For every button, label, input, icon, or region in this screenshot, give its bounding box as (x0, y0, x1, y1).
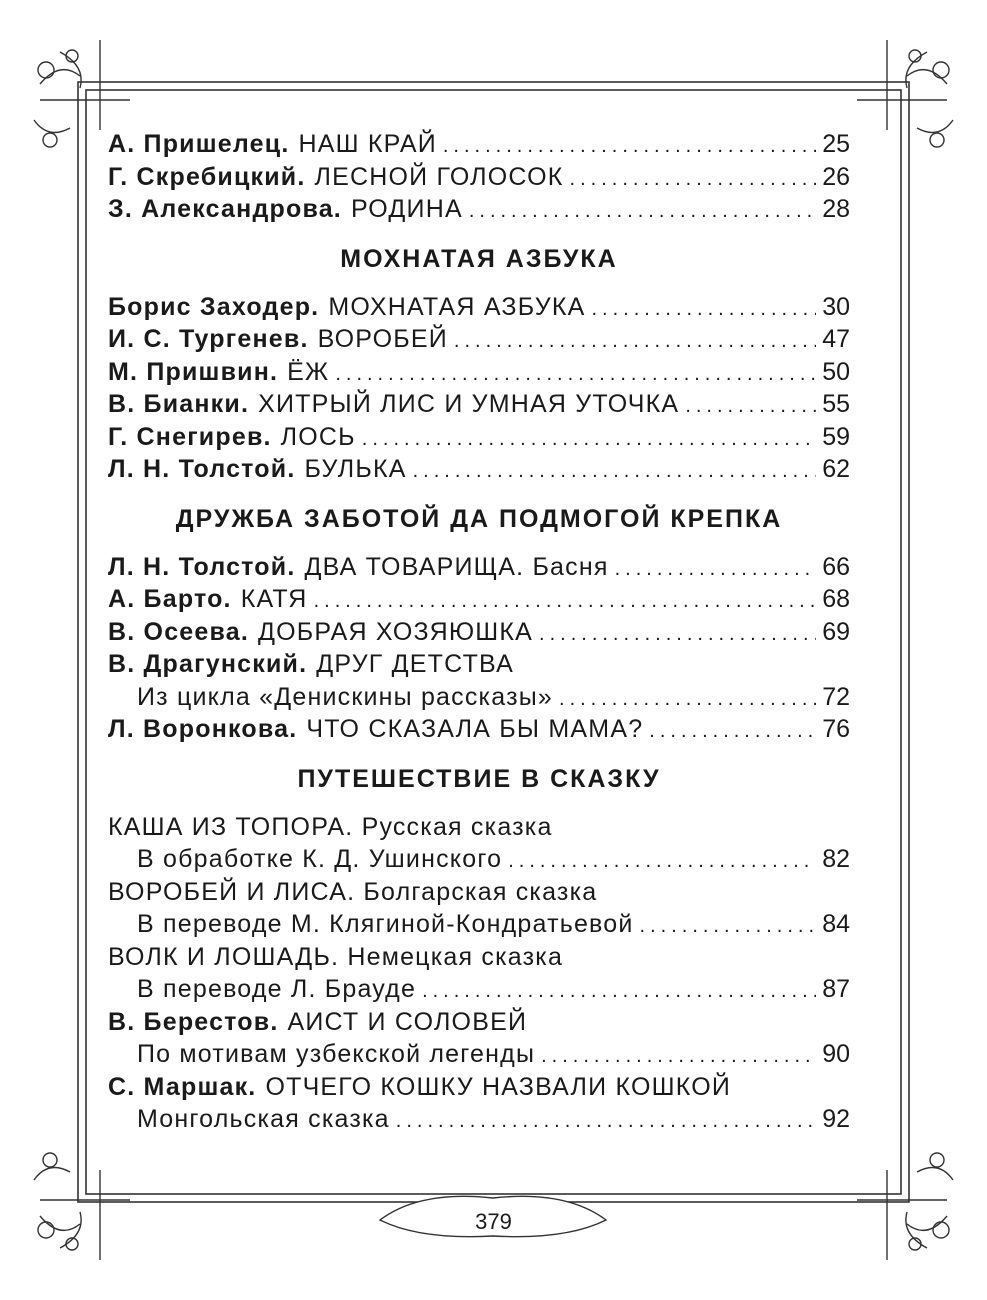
toc-entry (108, 585, 850, 618)
toc-entry-subtitle-line (108, 845, 850, 878)
dot-leader (314, 590, 816, 613)
toc-entry-subtitle-line (108, 1105, 850, 1138)
toc-entry (108, 423, 850, 456)
entry-author: В. Драгунский. (108, 650, 308, 678)
toc-entry (108, 293, 850, 326)
entry-title: ДРУГ ДЕТСТВА (316, 650, 514, 678)
entry-page-number: 66 (822, 552, 850, 581)
dot-leader (335, 363, 816, 386)
toc-entry (108, 1008, 850, 1041)
corner-ornament-bottom-left (34, 1153, 130, 1260)
entry-author: А. Барто. (108, 585, 232, 613)
entry-author: З. Александрова. (108, 195, 342, 223)
toc-entry (108, 553, 850, 586)
entry-title: ЛОСЬ (280, 422, 356, 451)
page-number: 379 (475, 1209, 512, 1234)
entry-page-number: 28 (822, 195, 850, 223)
entry-author: А. Пришелец. (108, 130, 290, 158)
entry-title: БУЛЬКА (304, 455, 407, 483)
dot-leader (454, 330, 816, 353)
entry-title: ОТЧЕГО КОШКУ НАЗВАЛИ КОШКОЙ (265, 1072, 732, 1101)
entry-page-number: 90 (822, 1040, 850, 1068)
toc-entry (108, 715, 850, 748)
toc-entry (108, 195, 850, 228)
entry-title: ЧТО СКАЗАЛА БЫ МАМА? (306, 715, 644, 743)
entry-page-number: 84 (822, 910, 850, 938)
entry-title: НАШ КРАЙ (298, 130, 437, 158)
entry-title: МОХНАТАЯ АЗБУКА (328, 292, 586, 321)
entry-subtitle: В обработке К. Д. Ушинского (137, 845, 503, 873)
entry-title: КАША ИЗ ТОПОРА. Русская сказка (108, 812, 553, 841)
entry-page-number: 30 (822, 292, 850, 321)
dot-leader (591, 298, 816, 321)
dot-leader (508, 850, 816, 873)
dot-leader (413, 460, 816, 483)
entry-page-number: 92 (822, 1105, 850, 1133)
entry-title: ВОЛК И ЛОШАДЬ. Немецкая сказка (108, 942, 564, 971)
entry-author: М. Пришвин. (108, 357, 279, 386)
entry-page-number: 72 (822, 682, 850, 711)
dot-leader (685, 395, 816, 418)
entry-page-number: 25 (822, 130, 850, 158)
toc-entry (108, 878, 850, 911)
toc-entry-subtitle-line (108, 1040, 850, 1073)
section-title: МОХНАТАЯ АЗБУКА (340, 244, 618, 273)
entry-author: И. С. Тургенев. (108, 325, 309, 353)
toc-entry (108, 618, 850, 651)
toc-entry (108, 943, 850, 976)
toc-entry (108, 390, 850, 423)
toc-entry (108, 813, 850, 846)
entry-title: КАТЯ (240, 585, 308, 613)
entry-author: В. Берестов. (108, 1007, 279, 1036)
entry-author: Г. Скребицкий. (108, 162, 306, 191)
entry-page-number: 82 (822, 845, 850, 873)
entry-page-number: 47 (822, 325, 850, 353)
toc-entry-subtitle-line (108, 975, 850, 1008)
dot-leader (649, 720, 816, 743)
entry-page-number: 59 (822, 422, 850, 451)
toc-entry-subtitle-line (108, 683, 850, 716)
dot-leader (541, 1045, 816, 1068)
entry-page-number: 55 (822, 390, 850, 418)
entry-title: ВОРОБЕЙ И ЛИСА. Болгарская сказка (108, 877, 598, 906)
entry-author: В. Бианки. (108, 390, 250, 418)
toc-entry (108, 325, 850, 358)
entry-title: АИСТ И СОЛОВЕЙ (287, 1007, 528, 1036)
entry-subtitle: По мотивам узбекской легенды (137, 1040, 536, 1068)
entry-page-number: 69 (822, 617, 850, 646)
entry-author: Г. Снегирев. (108, 422, 272, 451)
entry-page-number: 68 (822, 585, 850, 613)
entry-author: Л. Н. Толстой. (108, 455, 296, 483)
entry-author: Л. Воронкова. (108, 715, 298, 743)
toc-entry (108, 650, 850, 683)
table-of-contents (108, 130, 850, 1138)
corner-ornament-bottom-right (857, 1153, 953, 1260)
dot-leader (396, 1110, 816, 1133)
dot-leader (559, 688, 816, 711)
entry-page-number: 87 (822, 975, 850, 1003)
section-title: ПУТЕШЕСТВИЕ В СКАЗКУ (297, 764, 661, 793)
toc-entry (108, 358, 850, 391)
dot-leader (362, 428, 816, 451)
entry-page-number: 62 (822, 455, 850, 483)
dot-leader (422, 980, 816, 1003)
dot-leader (640, 915, 816, 938)
entry-page-number: 76 (822, 715, 850, 743)
entry-subtitle: В переводе М. Клягиной-Кондратьевой (137, 910, 634, 938)
toc-entry (108, 130, 850, 163)
entry-title: ДВА ТОВАРИЩА. Басня (304, 552, 609, 581)
dot-leader (615, 558, 816, 581)
entry-author: Борис Заходер. (108, 292, 320, 321)
entry-author: В. Осеева. (108, 617, 249, 646)
entry-author: С. Маршак. (108, 1072, 257, 1101)
toc-entry (108, 455, 850, 488)
entry-title: РОДИНА (350, 195, 463, 223)
dot-leader (443, 135, 816, 158)
entry-page-number: 26 (822, 162, 850, 191)
toc-entry-subtitle-line (108, 910, 850, 943)
entry-subtitle: Монгольская сказка (137, 1105, 390, 1133)
entry-page-number: 50 (822, 357, 850, 386)
dot-leader (469, 200, 816, 223)
dot-leader (539, 623, 816, 646)
entry-title: ЛЕСНОЙ ГОЛОСОК (314, 162, 564, 191)
entry-title: ДОБРАЯ ХОЗЯЮШКА (258, 617, 534, 646)
entry-title: ХИТРЫЙ ЛИС И УМНАЯ УТОЧКА (258, 390, 680, 418)
section-title: ДРУЖБА ЗАБОТОЙ ДА ПОДМОГОЙ КРЕПКА (175, 504, 783, 533)
entry-subtitle: В переводе Л. Брауде (137, 975, 417, 1003)
entry-title: ЁЖ (287, 357, 330, 386)
entry-title: ВОРОБЕЙ (317, 325, 448, 353)
entry-subtitle: Из цикла «Денискины рассказы» (137, 682, 554, 711)
dot-leader (570, 168, 816, 191)
toc-entry (108, 163, 850, 196)
corner-ornament-top-right (857, 40, 953, 147)
entry-author: Л. Н. Толстой. (108, 552, 296, 581)
toc-entry (108, 1073, 850, 1106)
